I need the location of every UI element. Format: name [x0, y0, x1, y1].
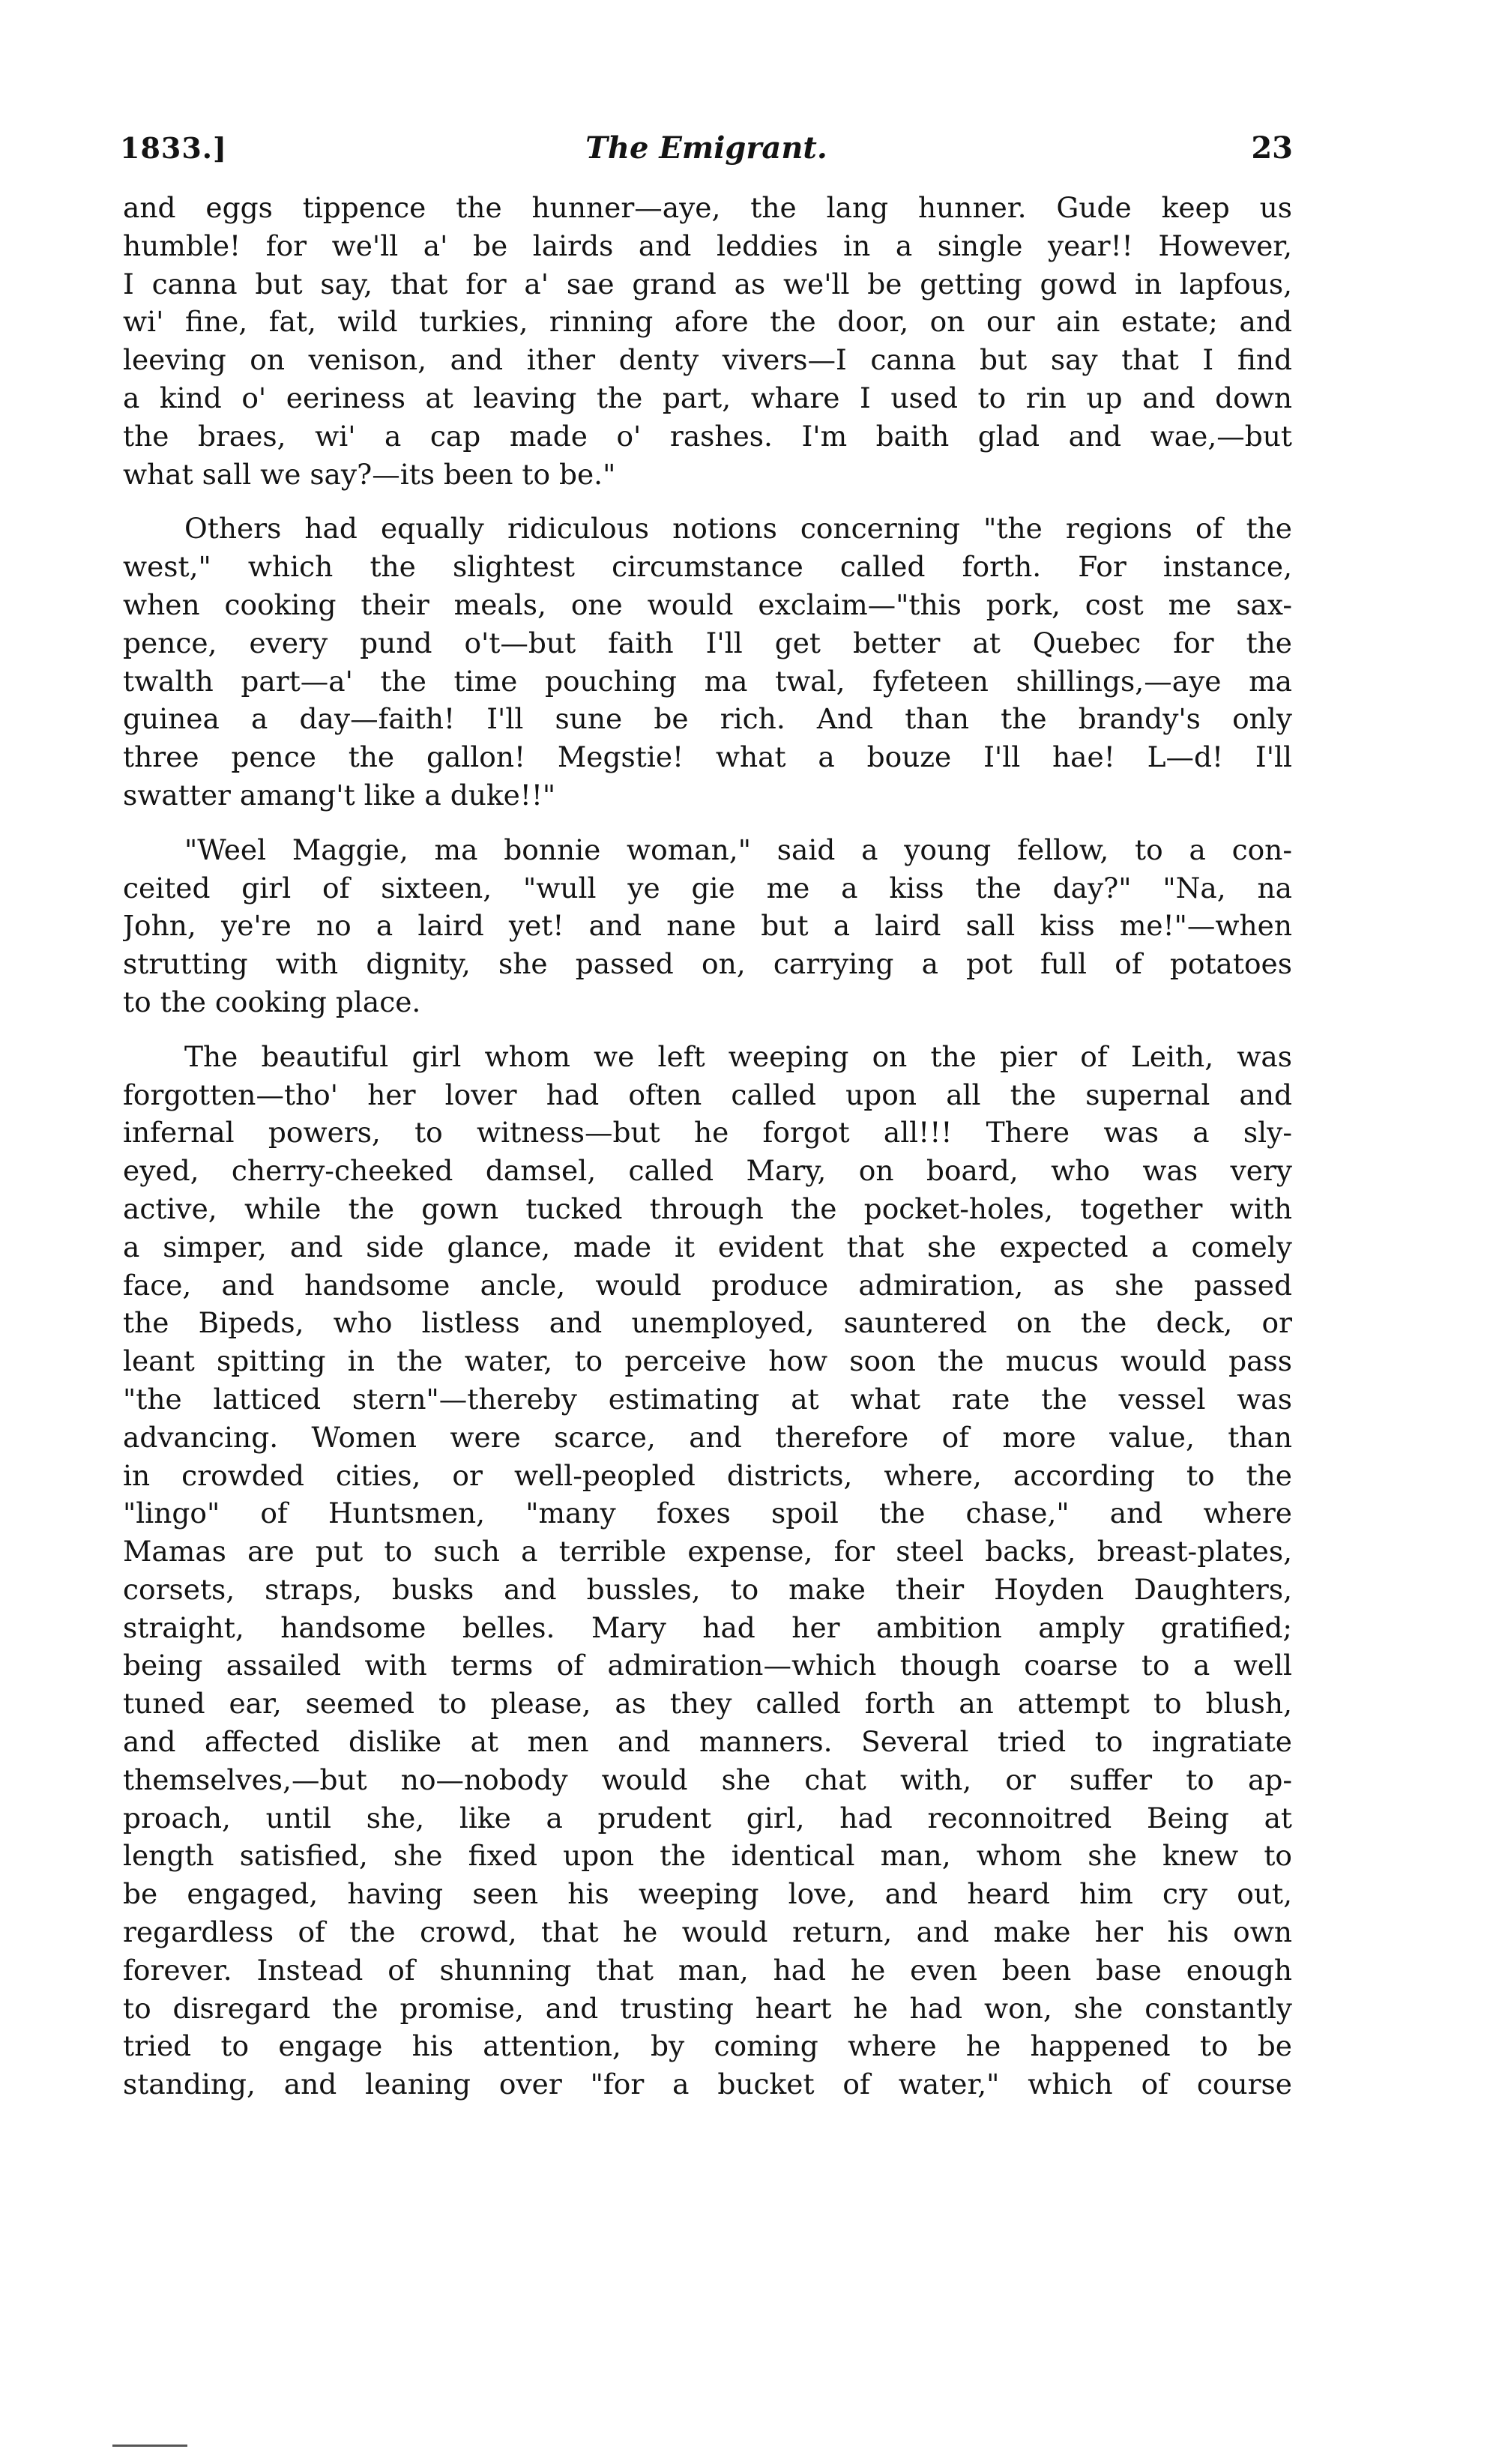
text-line: strutting with dignity, she passed on, carrying a pot full of potatoes	[123, 947, 1292, 981]
text-line: to disregard the promise, and trusting heart he had won, she constantly	[123, 1991, 1292, 2025]
text-line: infernal powers, to witness—but he forgot all!!! There was a sly-	[123, 1116, 1292, 1150]
text-line: humble! for we'll a' be lairds and leddies in a single year!! However,	[123, 229, 1292, 262]
printer-rule	[112, 2445, 187, 2453]
text-line: and affected dislike at men and manners. Several tried to ingratiate	[123, 1725, 1292, 1759]
text-line: swatter amang't like a duke!!"	[123, 778, 556, 812]
text-line: forgotten—tho' her lover had often called upon all the supernal and	[123, 1078, 1292, 1111]
text-line: face, and handsome ancle, would produce admiration, as she passed	[123, 1268, 1292, 1302]
text-line: standing, and leaning over "for a bucket of water," which of course	[123, 2068, 1292, 2101]
text-line: a kind o' eeriness at leaving the part, whare I used to rin up and down	[123, 381, 1292, 414]
text-line: three pence the gallon! Megstie! what a bouze I'll hae! L—d! I'll	[123, 740, 1292, 774]
text-line: the braes, wi' a cap made o' rashes. I'm baith glad and wae,—but	[123, 419, 1292, 453]
text-line: John, ye're no a laird yet! and nane but a laird sall kiss me!"—when	[123, 909, 1292, 943]
text-line: when cooking their meals, one would exclaim—"this pork, cost me sax-	[123, 588, 1292, 621]
text-line: and eggs tippence the hunner—aye, the lang hunner. Gude keep us	[123, 191, 1292, 224]
text-line: be engaged, having seen his weeping love, and heard him cry out,	[123, 1877, 1292, 1911]
text-line: I canna but say, that for a' sae grand as we'll be getting gowd in lapfous,	[123, 267, 1292, 301]
body-text	[123, 189, 1292, 2104]
text-line: wi' fine, fat, wild turkies, rinning afore the door, on our ain estate; and	[123, 305, 1292, 339]
paragraph-gap	[123, 493, 1292, 510]
text-line: leeving on venison, and ither denty vivers—I canna but say that I find	[123, 343, 1292, 377]
text-line: active, while the gown tucked through the pocket-holes, together with	[123, 1192, 1292, 1225]
text-line: eyed, cherry-cheeked damsel, called Mary, on board, who was very	[123, 1154, 1292, 1188]
text-line: "the latticed stern"—thereby estimating at what rate the vessel was	[123, 1382, 1292, 1416]
text-line: Mamas are put to such a terrible expense, for steel backs, breast-plates,	[123, 1535, 1292, 1568]
text-line: proach, until she, like a prudent girl, had reconnoitred Being at	[123, 1801, 1292, 1835]
text-line: length satisfied, she fixed upon the identical man, whom she knew to	[123, 1839, 1292, 1873]
text-line: tuned ear, seemed to please, as they called forth an attempt to blush,	[123, 1687, 1292, 1721]
text-line: west," which the slightest circumstance called forth. For instance,	[123, 550, 1292, 584]
text-line: corsets, straps, busks and bussles, to make their Hoyden Daughters,	[123, 1572, 1292, 1606]
paragraph	[123, 1038, 1292, 2104]
text-line: forever. Instead of shunning that man, had he even been base enough	[123, 1953, 1292, 1987]
text-line: leant spitting in the water, to perceive how soon the mucus would pass	[123, 1344, 1292, 1378]
text-line: "Weel Maggie, ma bonnie woman," said a young fellow, to a con-	[184, 833, 1292, 866]
running-head	[120, 126, 1293, 171]
paragraph	[123, 831, 1292, 1021]
text-line: to the cooking place.	[123, 985, 421, 1018]
text-line: ceited girl of sixteen, "wull ye gie me a kiss the day?" "Na, na	[123, 871, 1292, 905]
text-line: regardless of the crowd, that he would return, and make her his own	[123, 1915, 1292, 1949]
text-line: "lingo" of Huntsmen, "many foxes spoil the chase," and where	[123, 1497, 1292, 1530]
text-line: a simper, and side glance, made it evident that she expected a comely	[123, 1230, 1292, 1263]
paragraph	[123, 189, 1292, 493]
running-head-year: 1833.]	[120, 131, 227, 165]
text-line: straight, handsome belles. Mary had her ambition amply gratified;	[123, 1610, 1292, 1644]
text-line: the Bipeds, who listless and unemployed, sauntered on the deck, or	[123, 1306, 1292, 1340]
paragraph-gap	[123, 815, 1292, 831]
running-head-title: The Emigrant.	[585, 130, 827, 166]
text-line: in crowded cities, or well-peopled districts, where, according to the	[123, 1458, 1292, 1492]
text-line: The beautiful girl whom we left weeping on the pier of Leith, was	[184, 1039, 1292, 1073]
text-line: Others had equally ridiculous notions concerning "the regions of the	[184, 512, 1292, 546]
text-line: being assailed with terms of admiration—which though coarse to a well	[123, 1649, 1292, 1682]
paragraph	[123, 510, 1292, 814]
paragraph-gap	[123, 1021, 1292, 1038]
text-line: what sall we say?—its been to be."	[123, 457, 616, 491]
text-line: tried to engage his attention, by coming where he happened to be	[123, 2029, 1292, 2063]
text-line: pence, every pund o't—but faith I'll get better at Quebec for the	[123, 626, 1292, 659]
text-line: themselves,—but no—nobody would she chat with, or suffer to ap-	[123, 1763, 1292, 1796]
text-line: guinea a day—faith! I'll sune be rich. And than the brandy's only	[123, 702, 1292, 736]
text-line: twalth part—a' the time pouching ma twal, fyfeteen shillings,—aye ma	[123, 664, 1292, 698]
text-line: advancing. Women were scarce, and therefore of more value, than	[123, 1420, 1292, 1454]
page-number: 23	[1251, 130, 1293, 166]
